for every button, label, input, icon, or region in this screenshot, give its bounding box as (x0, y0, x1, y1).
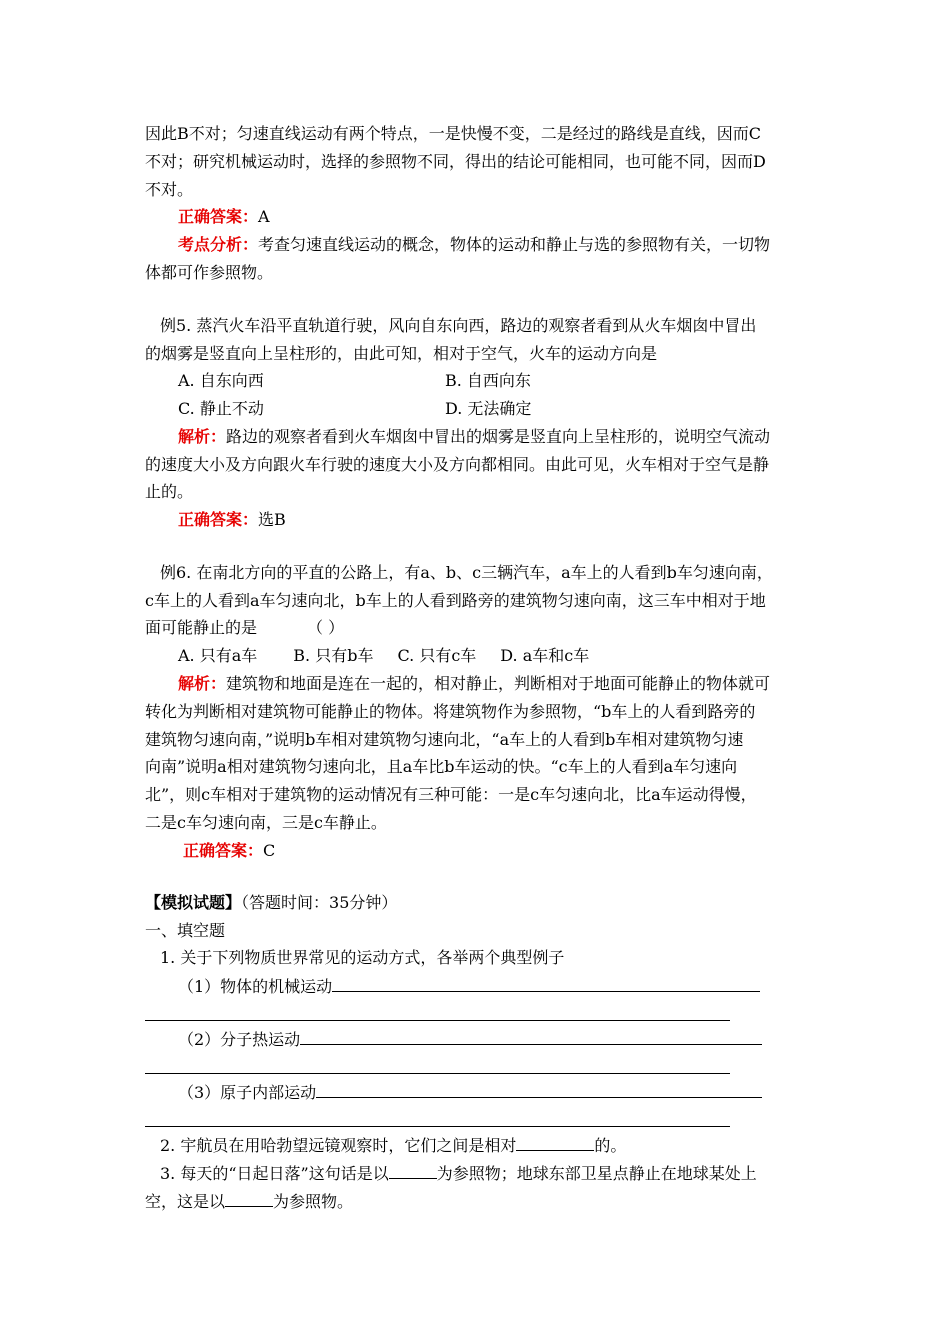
time-note: （答题时间：35分钟） (241, 893, 398, 912)
answer-blank[interactable] (332, 975, 760, 992)
ex5-option-d: D. 无法确定 (445, 399, 532, 418)
question-text: 空，这是以 (145, 1192, 226, 1211)
answer-label: 正确答案： (178, 510, 259, 529)
answer-blank[interactable] (389, 1162, 437, 1179)
ex6-analysis-line-2: 转化为判断相对建筑物可能静止的物体。将建筑物作为参照物，“b车上的人看到路旁的 (145, 702, 756, 721)
question-3-line-2 (145, 1190, 353, 1213)
answer-line[interactable] (145, 1020, 730, 1021)
sub-question: （3）原子内部运动 (178, 1083, 317, 1102)
analysis-label: 解析： (178, 674, 227, 693)
ex4-analysis-line-1 (178, 234, 770, 256)
option-c: C. 只有c车 (397, 646, 477, 665)
ex6-question-line-2: c车上的人看到a车匀速向北，b车上的人看到路旁的建筑物匀速向南，这三车中相对于地 (145, 591, 766, 610)
question-text: 的。 (594, 1136, 627, 1155)
fill-blank-section-title: 一、填空题 (145, 921, 226, 940)
answer-blank[interactable] (300, 1028, 762, 1045)
mock-heading-line (145, 892, 397, 914)
answer-blank[interactable] (225, 1190, 273, 1207)
ex5-option-b: B. 自西向东 (445, 371, 531, 390)
answer-value: C (263, 841, 276, 860)
sub-question: （1）物体的机械运动 (178, 977, 333, 996)
ex4-analysis-line-2: 体都可作参照物。 (145, 263, 274, 282)
option-c: C. 静止不动 (178, 399, 264, 418)
sub-question: （2）分子热运动 (178, 1030, 301, 1049)
answer-paren: （ ） (307, 618, 345, 637)
intro-line-3: 不对。 (145, 180, 194, 199)
ex4-answer (178, 206, 270, 228)
ex6-analysis-line-5: 北”，则c车相对于建筑物的运动情况有三种可能：一是c车匀速向北，比a车运动得慢， (145, 785, 757, 804)
ex5-analysis-line-2: 的速度大小及方向跟火车行驶的速度大小及方向都相同。由此可见，火车相对于空气是静 (145, 455, 770, 474)
ex5-options-row-1 (178, 370, 264, 392)
ex6-options (178, 645, 589, 667)
section-heading: 【模拟试题】 (145, 893, 242, 912)
question-3-line-1 (160, 1162, 757, 1185)
answer-label: 正确答案： (183, 841, 264, 860)
ex5-answer (178, 509, 286, 531)
analysis-text: 建筑物和地面是连在一起的，相对静止，判断相对于地面可能静止的物体就可 (226, 674, 771, 693)
option-a: A. 自东向西 (178, 371, 264, 390)
ex6-analysis-line-4: 向南”说明a相对建筑物匀速向北，且a车比b车运动的快。“c车上的人看到a车匀速向 (145, 757, 738, 776)
answer-label: 正确答案： (178, 207, 259, 226)
question-2 (160, 1134, 626, 1157)
answer-value: A (258, 207, 270, 226)
ex6-question-line-3 (145, 617, 344, 639)
analysis-text: 考查匀速直线运动的概念，物体的运动和静止与选的参照物有关，一切物 (258, 235, 771, 254)
analysis-label: 考点分析： (178, 235, 259, 254)
question-text: 为参照物；地球东部卫星点静止在地球某处上 (436, 1164, 757, 1183)
question-text: 为参照物。 (273, 1192, 354, 1211)
ex5-question-line-2: 的烟雾是竖直向上呈柱形的，由此可知，相对于空气，火车的运动方向是 (145, 344, 658, 363)
option-a: A. 只有a车 (178, 646, 258, 665)
ex5-question-line-1: 例5. 蒸汽火车沿平直轨道行驶，风向自东向西，路边的观察者看到从火车烟囱中冒出 (160, 316, 757, 335)
analysis-label: 解析： (178, 427, 227, 446)
ex6-question-line-1: 例6. 在南北方向的平直的公路上，有a、b、c三辆汽车，a车上的人看到b车匀速向南， (160, 563, 773, 582)
ex6-analysis-line-3: 建筑物匀速向南，”说明b车相对建筑物匀速向北，“a车上的人看到b车相对建筑物匀速 (145, 730, 744, 749)
answer-line[interactable] (145, 1126, 730, 1127)
analysis-text: 路边的观察者看到火车烟囱中冒出的烟雾是竖直向上呈柱形的，说明空气流动 (226, 427, 771, 446)
ex5-options-row-2 (178, 398, 264, 420)
ex6-analysis-line-6: 二是c车匀速向南，三是c车静止。 (145, 813, 387, 832)
question-text: 2. 宇航员在用哈勃望远镜观察时，它们之间是相对 (160, 1136, 517, 1155)
question-1-part-3 (178, 1081, 762, 1104)
ex6-answer (183, 840, 275, 862)
answer-blank[interactable] (316, 1081, 762, 1098)
question-1-part-2 (178, 1028, 762, 1051)
answer-line[interactable] (145, 1073, 730, 1074)
ex6-analysis-line-1 (178, 673, 770, 695)
question-text: 3. 每天的“日起日落”这句话是以 (160, 1164, 389, 1183)
intro-line-1: 因此B不对；匀速直线运动有两个特点，一是快慢不变，二是经过的路线是直线，因而C (145, 124, 762, 143)
answer-blank[interactable] (516, 1134, 594, 1151)
question-1: 1. 关于下列物质世界常见的运动方式，各举两个典型例子 (160, 948, 565, 967)
intro-line-2: 不对；研究机械运动时，选择的参照物不同，得出的结论可能相同，也可能不同，因而D (145, 152, 766, 171)
question-text: 面可能静止的是 (145, 618, 258, 637)
option-d: D. a车和c车 (500, 646, 590, 665)
question-1-part-1 (178, 975, 760, 998)
ex5-analysis-line-3: 止的。 (145, 482, 194, 501)
option-b: B. 只有b车 (293, 646, 374, 665)
ex5-analysis-line-1 (178, 426, 770, 448)
answer-value: 选B (258, 510, 286, 529)
